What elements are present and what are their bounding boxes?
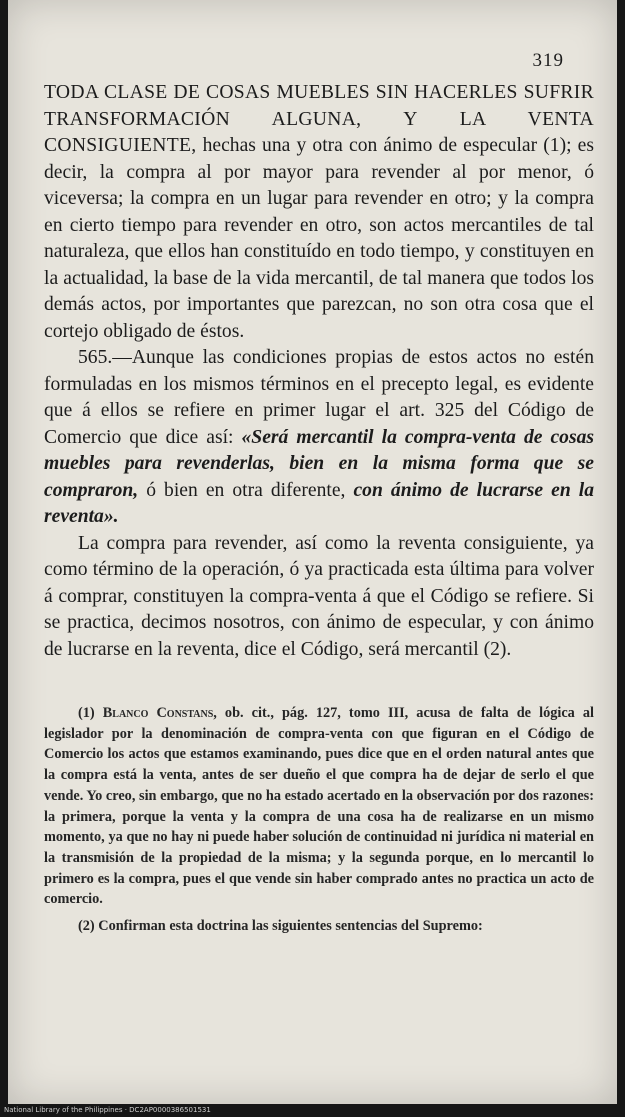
footnote-1: [44, 703, 594, 910]
footnotes: [44, 703, 594, 937]
page-number: 319: [532, 50, 564, 71]
section-separator: [44, 663, 594, 689]
footnote-1-ref: (1): [78, 705, 95, 721]
page-content: [44, 44, 594, 937]
scan-credit: National Library of the Philippines · DC2AP0000386501531: [4, 1106, 211, 1114]
footnote-2-ref: (2): [78, 918, 95, 935]
paragraph-1-text: hechas una y otra con ánimo de especular (1); es decir, la compra al por mayor para revender al por menor, ó viceversa; la compra en un lugar para revender en otro; y la compra en cierto tiempo para revender en otro, son actos mercantiles de tal naturaleza, que ellos han constituído en todo tiempo, y constituyen en la actualidad, la base de la vida mercantil, de tal manera que todos los demás actos, por importantes que parezcan, no son otra cosa que el cortejo obligado de éstos.: [44, 135, 594, 342]
paragraph-3: [44, 531, 594, 664]
paragraph-1: [44, 80, 594, 345]
footnote-2-text: Confirman esta doctrina las siguientes sentencias del Supremo:: [94, 918, 483, 935]
caps-opening: TODA CLASE DE COSAS MUEBLES SIN HACERLES SUFRIR TRANSFORMACIÓN ALGUNA, Y LA VENTA CONSIGUIENTE,: [44, 82, 594, 156]
footnote-1-author: Blanco Constans: [102, 705, 214, 721]
footnote-2: [44, 916, 594, 937]
article-quote-part-2: con ánimo de lucrarse en la reventa».: [44, 479, 594, 527]
paragraph-2-text: 565.—Aunque las condiciones propias de estos actos no estén formuladas en los mismos términos en el precepto legal, es evidente que á ellos se refiere en primer lugar el art. 325 del Código de Comercio que dice así:: [44, 347, 594, 448]
paragraph-2: [44, 345, 594, 531]
body-text: [44, 80, 594, 663]
article-quote-middle: ó bien en otra diferente,: [138, 479, 354, 501]
footnote-1-text: , ob. cit., pág. 127, tomo III, acusa de falta de lógica al legislador por la denominación de compra-venta con que figuran en el Código de Comercio los actos que estamos examinando, pues dice que en el orden natural antes que la compra está la venta, antes de ser dueño el que compra ha de dejar de serlo el que vende. Yo creo, sin embargo, que no ha estado acertado en la observación por dos razones: la primera, porque la venta y la compra de una cosa ha de realizarse en un mismo momento, ya que no hay ni puede haber solución de continuidad ni jurídica ni material en la transmisión de la propiedad de la misma; y la segunda porque, en lo mercantil lo primero es la compra, pues el que vende sin haber comprado antes no practica un acto de comercio.: [44, 705, 595, 908]
article-quote-part-1: «Será mercantil la compra-venta de cosas muebles para revenderlas, bien en la misma forma que se compraron,: [44, 426, 594, 501]
paragraph-3-text: La compra para revender, así como la reventa consiguiente, ya como término de la operación, ó ya practicada esta última para volver á comprar, constituyen la compra-venta á que el Código se refiere. Si se practica, decimos nosotros, con ánimo de especular, y con ánimo de lucrarse en la reventa, dice el Código, será mercantil (2).: [44, 532, 594, 660]
scanned-page: [8, 0, 617, 1104]
